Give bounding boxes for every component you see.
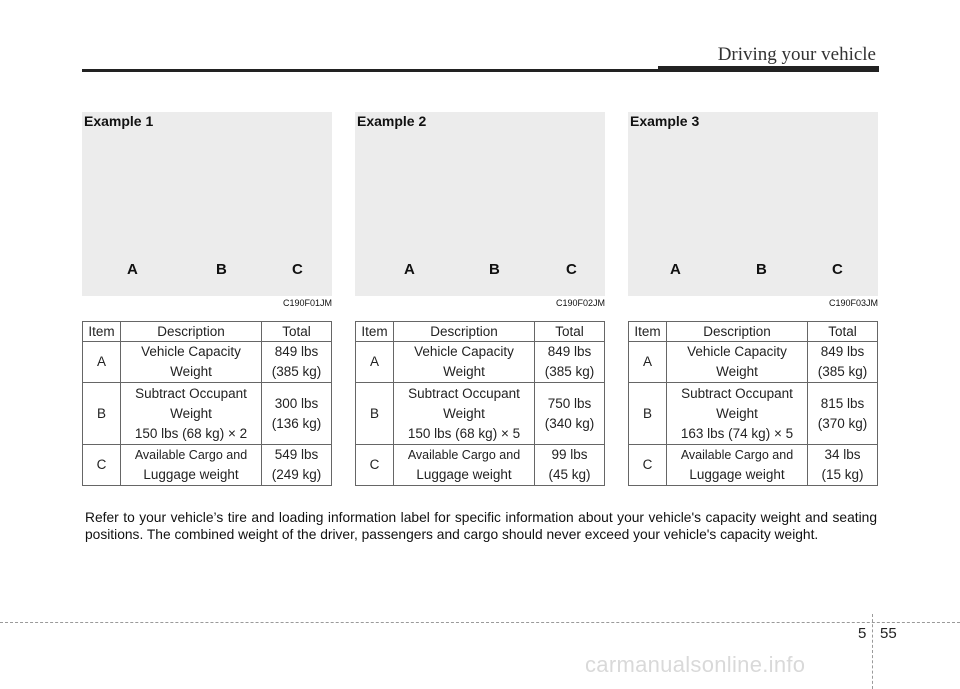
description-line: Luggage weight bbox=[143, 467, 239, 482]
page-number-divider bbox=[872, 614, 873, 689]
col-header-total: Total bbox=[535, 322, 605, 342]
col-header-description: Description bbox=[121, 322, 262, 342]
figure-code: C190F01JM bbox=[282, 298, 332, 308]
row-description bbox=[121, 445, 262, 486]
total-lbs: 815 lbs bbox=[820, 395, 865, 411]
label-b: B bbox=[489, 261, 500, 278]
label-c: C bbox=[566, 261, 577, 278]
description-line: Weight bbox=[170, 364, 212, 379]
table-row bbox=[83, 383, 332, 445]
row-total bbox=[535, 383, 605, 445]
row-description bbox=[394, 383, 535, 445]
description-line: Weight bbox=[443, 364, 485, 379]
description-line: Available Cargo and bbox=[134, 448, 248, 462]
page-header-title: Driving your vehicle bbox=[717, 44, 876, 65]
example-2 bbox=[355, 112, 605, 482]
row-item: C bbox=[629, 445, 667, 486]
example-3 bbox=[628, 112, 878, 482]
description-line: Subtract Occupant bbox=[681, 385, 793, 401]
description-line: Vehicle Capacity bbox=[141, 344, 241, 359]
example-2-title: Example 2 bbox=[357, 113, 427, 129]
example-1-title: Example 1 bbox=[84, 113, 154, 129]
description-line: Luggage weight bbox=[416, 467, 512, 482]
col-header-item: Item bbox=[629, 322, 667, 342]
example-3-title: Example 3 bbox=[630, 113, 700, 129]
total-lbs: 849 lbs bbox=[547, 344, 592, 359]
description-line: Available Cargo and bbox=[407, 448, 521, 462]
col-header-total: Total bbox=[262, 322, 332, 342]
example-1-illustration bbox=[82, 112, 332, 296]
table-header-row bbox=[356, 322, 605, 342]
col-header-description: Description bbox=[667, 322, 808, 342]
total-kg: (249 kg) bbox=[271, 467, 322, 482]
row-item: A bbox=[629, 342, 667, 383]
row-item: B bbox=[356, 383, 394, 445]
row-item: C bbox=[83, 445, 121, 486]
row-total bbox=[535, 342, 605, 383]
description-line: Available Cargo and bbox=[680, 448, 794, 462]
total-kg: (136 kg) bbox=[271, 415, 322, 431]
description-line: Weight bbox=[716, 364, 758, 379]
row-total bbox=[808, 445, 878, 486]
total-kg: (15 kg) bbox=[821, 467, 864, 482]
label-a: A bbox=[127, 261, 138, 278]
description-line: Weight bbox=[170, 405, 212, 421]
description-line: Vehicle Capacity bbox=[414, 344, 514, 359]
table-row bbox=[629, 342, 878, 383]
description-line: 150 lbs (68 kg) × 5 bbox=[407, 425, 521, 441]
row-item: B bbox=[83, 383, 121, 445]
table-row bbox=[356, 342, 605, 383]
capacity-table bbox=[355, 321, 605, 486]
total-kg: (340 kg) bbox=[544, 415, 595, 431]
table-row bbox=[83, 342, 332, 383]
total-lbs: 849 lbs bbox=[274, 344, 319, 359]
page-number: 55 bbox=[880, 625, 897, 642]
total-kg: (370 kg) bbox=[817, 415, 868, 431]
table-header-row bbox=[83, 322, 332, 342]
table-row bbox=[629, 445, 878, 486]
total-lbs: 849 lbs bbox=[820, 344, 865, 359]
col-header-description: Description bbox=[394, 322, 535, 342]
label-b: B bbox=[756, 261, 767, 278]
footer-rule bbox=[0, 622, 960, 623]
col-header-item: Item bbox=[83, 322, 121, 342]
total-lbs: 549 lbs bbox=[274, 447, 319, 462]
label-c: C bbox=[292, 261, 303, 278]
figure-code: C190F03JM bbox=[828, 298, 878, 308]
label-a: A bbox=[404, 261, 415, 278]
capacity-table bbox=[82, 321, 332, 486]
total-kg: (385 kg) bbox=[271, 364, 322, 379]
row-description bbox=[667, 342, 808, 383]
description-line: Weight bbox=[443, 405, 485, 421]
total-lbs: 99 lbs bbox=[551, 447, 588, 462]
description-line: Subtract Occupant bbox=[135, 385, 247, 401]
table-header-row bbox=[629, 322, 878, 342]
row-item: A bbox=[83, 342, 121, 383]
row-description bbox=[667, 445, 808, 486]
description-line: Luggage weight bbox=[689, 467, 785, 482]
row-description bbox=[394, 445, 535, 486]
row-description bbox=[121, 383, 262, 445]
row-total bbox=[535, 445, 605, 486]
description-line: 150 lbs (68 kg) × 2 bbox=[134, 425, 248, 441]
total-lbs: 300 lbs bbox=[274, 395, 319, 411]
example-3-illustration bbox=[628, 112, 878, 296]
total-kg: (45 kg) bbox=[548, 467, 591, 482]
figure-code: C190F02JM bbox=[555, 298, 605, 308]
row-total bbox=[808, 342, 878, 383]
capacity-table bbox=[628, 321, 878, 486]
row-description bbox=[394, 342, 535, 383]
body-paragraph: Refer to your vehicle’s tire and loading information label for specific information about your vehicle's capacity weight and seating positions. The combined weight of the driver, passengers and cargo should never exceed your vehicle's capacity weight. bbox=[85, 509, 877, 543]
table-row bbox=[83, 445, 332, 486]
description-line: Weight bbox=[716, 405, 758, 421]
col-header-total: Total bbox=[808, 322, 878, 342]
header-rule-accent bbox=[658, 66, 879, 72]
table-row bbox=[356, 445, 605, 486]
total-kg: (385 kg) bbox=[817, 364, 868, 379]
label-c: C bbox=[832, 261, 843, 278]
row-item: A bbox=[356, 342, 394, 383]
label-a: A bbox=[670, 261, 681, 278]
example-2-illustration bbox=[355, 112, 605, 296]
row-description bbox=[667, 383, 808, 445]
description-line: Vehicle Capacity bbox=[687, 344, 787, 359]
description-line: Subtract Occupant bbox=[408, 385, 520, 401]
row-total bbox=[262, 342, 332, 383]
total-lbs: 750 lbs bbox=[547, 395, 592, 411]
row-description bbox=[121, 342, 262, 383]
row-total bbox=[262, 383, 332, 445]
row-item: B bbox=[629, 383, 667, 445]
row-total bbox=[262, 445, 332, 486]
description-line: 163 lbs (74 kg) × 5 bbox=[680, 425, 794, 441]
col-header-item: Item bbox=[356, 322, 394, 342]
table-row bbox=[356, 383, 605, 445]
row-item: C bbox=[356, 445, 394, 486]
table-row bbox=[629, 383, 878, 445]
chapter-number: 5 bbox=[858, 625, 867, 642]
row-total bbox=[808, 383, 878, 445]
watermark-text: carmanualsonline.info bbox=[585, 652, 806, 677]
total-lbs: 34 lbs bbox=[824, 447, 861, 462]
label-b: B bbox=[216, 261, 227, 278]
total-kg: (385 kg) bbox=[544, 364, 595, 379]
example-1 bbox=[82, 112, 332, 482]
